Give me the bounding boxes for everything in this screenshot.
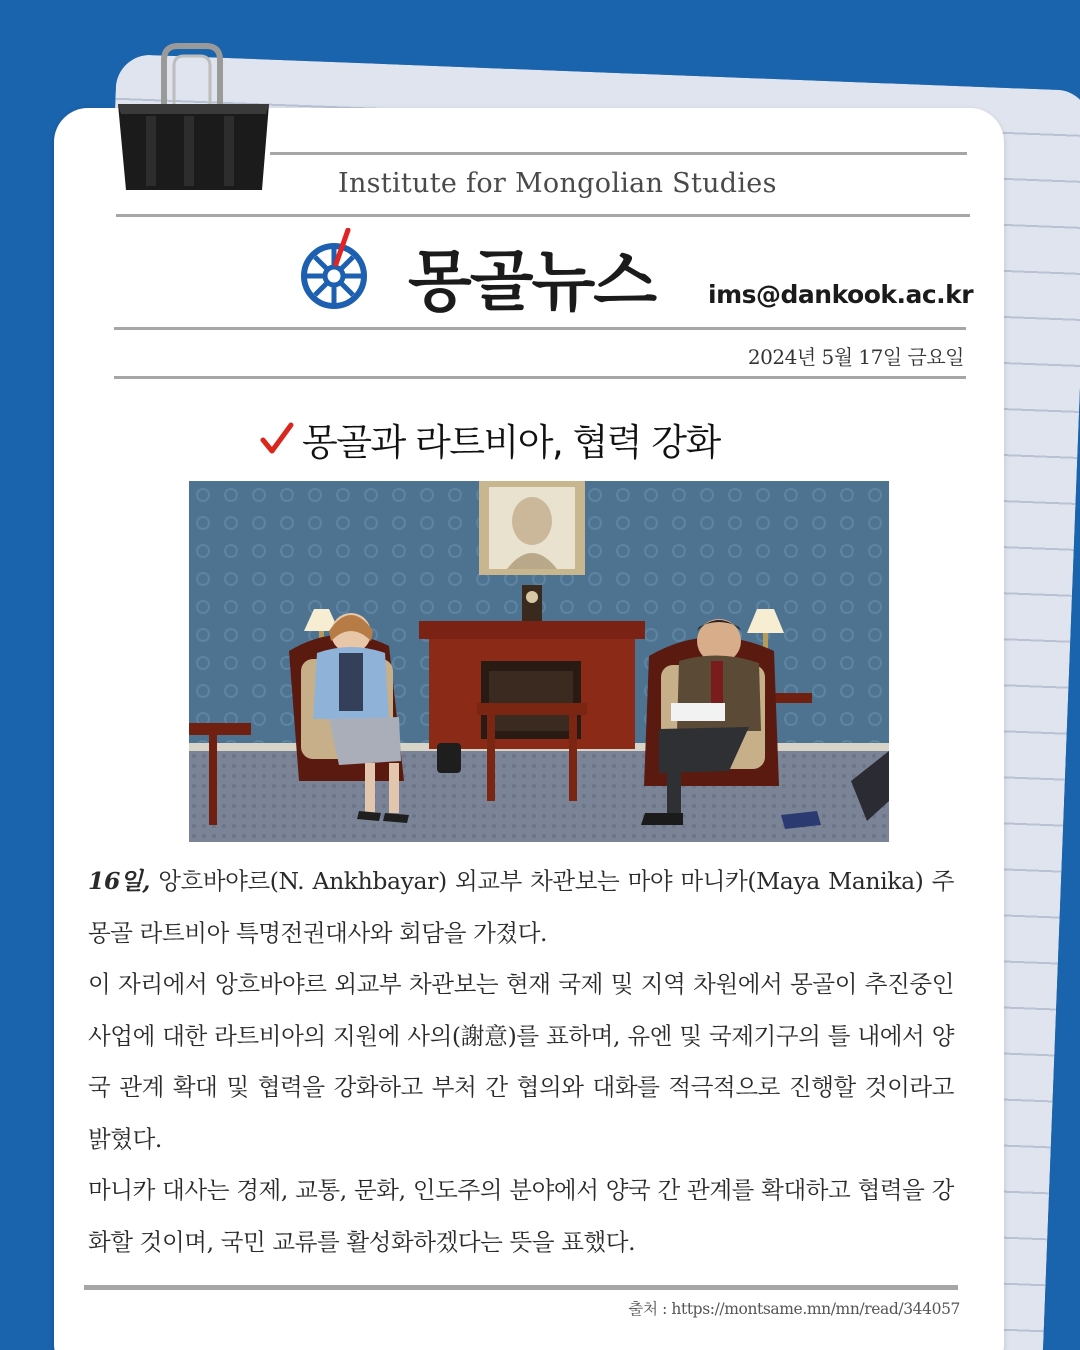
paragraph-1-text: 앙흐바야르(N. Ankhbayar) 외교부 차관보는 마야 마니카(Maya Manika) 주 몽골 라트비아 특명전권대사와 회담을 가졌다.: [88, 867, 954, 947]
institute-name: Institute for Mongolian Studies: [338, 168, 777, 199]
contact-email[interactable]: ims@dankook.ac.kr: [708, 280, 974, 309]
footer-rule: [84, 1285, 958, 1290]
header-rule-4: [114, 376, 966, 379]
lead-date: 16일,: [88, 867, 150, 895]
checkmark-icon: [260, 422, 294, 456]
binder-clip-icon: [116, 40, 271, 192]
header-rule-3: [114, 327, 966, 330]
masthead-title: 몽골뉴스: [408, 243, 656, 320]
article-headline: [260, 412, 720, 466]
article-body: [88, 856, 954, 1268]
issue-date: 2024년 5월 17일 금요일: [747, 345, 964, 369]
header-rule-2: [116, 214, 970, 217]
headline-text: 몽골과 라트비아, 협력 강화: [302, 421, 720, 464]
meeting-photo: [189, 481, 889, 842]
paragraph-3: 마니카 대사는 경제, 교통, 문화, 인도주의 분야에서 양국 간 관계를 확대하고 협력을 강화할 것이며, 국민 교류를 활성화하겠다는 뜻을 표했다.: [88, 1176, 954, 1256]
paragraph-1: [88, 856, 954, 959]
dharma-wheel-logo-icon: [300, 228, 372, 310]
paragraph-2: 이 자리에서 앙흐바야르 외교부 차관보는 현재 국제 및 지역 차원에서 몽골이 추진중인 사업에 대한 라트비아의 지원에 사의(謝意)를 표하며, 유엔 및 국제기구의 틀 내에서 양국 관계 확대 및 협력을 강화하고 부처 간 협의와 대화를 적극적으로 진행할 것이라고 밝혔다.: [88, 970, 954, 1153]
source-link[interactable]: 출처 : https://montsame.mn/mn/read/344057: [628, 1300, 960, 1318]
header-rule-top: [270, 152, 967, 155]
